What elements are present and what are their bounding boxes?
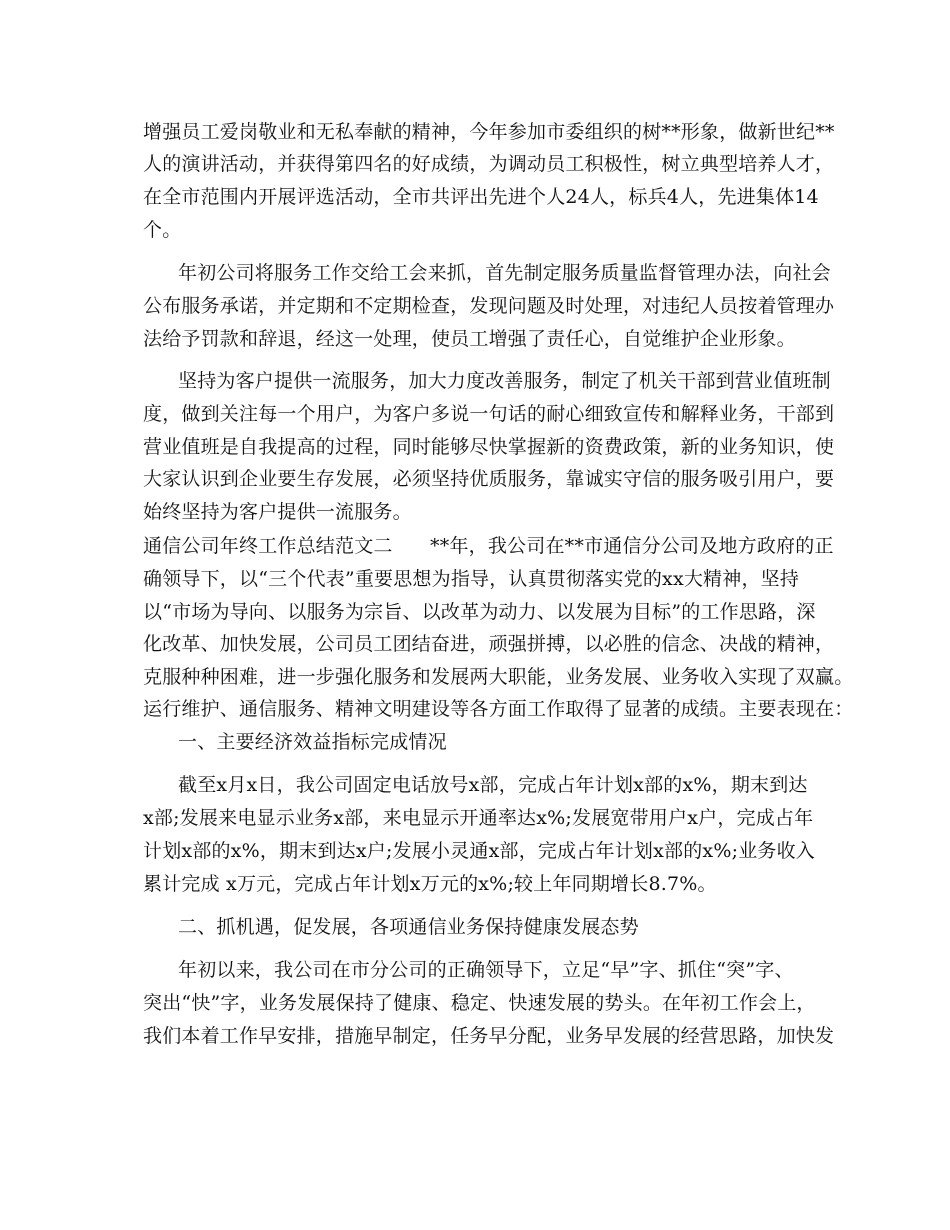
text-line: x部;发展来电显示业务x部，来电显示开通率达x%;发展宽带用户x户，完成占年 [143, 807, 814, 829]
text-line: 年初公司将服务工作交给工会来抓，首先制定服务质量监督管理办法，向社会 [178, 262, 831, 284]
text-line: 计划x部的x%，期末到达x户;发展小灵通x部，完成占年计划x部的x%;业务收入 [143, 840, 816, 862]
text-line: 我们本着工作早安排，措施早制定，任务早分配，业务早发展的经营思路，加快发 [143, 1025, 835, 1047]
text-line: 克服种种困难，进一步强化服务和发展两大职能，业务发展、业务收入实现了双赢。 [143, 666, 854, 688]
text-line: 化改革、加快发展，公司员工团结奋进，顽强拼搏，以必胜的信念、决战的精神， [143, 633, 835, 655]
text-line: 二、抓机遇，促发展，各项通信业务保持健康发展态势 [178, 916, 639, 938]
text-line: 年初以来，我公司在市分公司的正确领导下，立足“早”字、抓住“突”字、 [178, 959, 794, 981]
text-line: 以“市场为导向、以服务为宗旨、以改革为动力、以发展为目标”的工作思路，深 [143, 601, 816, 623]
text-line: 确领导下，以“三个代表”重要思想为指导，认真贯彻落实党的xx大精神，坚持 [143, 568, 800, 590]
text-line: 法给予罚款和辞退，经这一处理，使员工增强了责任心，自觉维护企业形象。 [143, 328, 796, 350]
text-line: 突出“快”字，业务发展保持了健康、稳定、快速发展的势头。在年初工作会上， [143, 992, 816, 1014]
text-line: 度，做到关注每一个用户，为客户多说一句话的耐心细致宣传和解释业务，干部到 [143, 403, 835, 425]
text-line: 运行维护、通信服务、精神文明建设等各方面工作取得了显著的成绩。主要表现在： [143, 698, 854, 720]
text-line: 通信公司年终工作总结范文二 **年，我公司在**市通信分公司及地方政府的正 [143, 535, 834, 557]
text-line: 坚持为客户提供一流服务，加大力度改善服务，制定了机关干部到营业值班制 [178, 370, 831, 392]
text-line: 大家认识到企业要生存发展，必须坚持优质服务，靠诚实守信的服务吸引用户，要 [143, 468, 835, 490]
text-line: 始终坚持为客户提供一流服务。 [143, 501, 412, 523]
text-line: 在全市范围内开展评选活动，全市共评出先进个人24人，标兵4人，先进集体14 [143, 186, 819, 208]
text-line: 增强员工爱岗敬业和无私奉献的精神，今年参加市委组织的树**形象，做新世纪** [143, 121, 835, 143]
text-line: 累计完成 x万元，完成占年计划x万元的x%;较上年同期增长8.7%。 [143, 873, 717, 895]
text-line: 人的演讲活动，并获得第四名的好成绩，为调动员工积极性，树立典型培养人才， [143, 153, 835, 175]
text-line: 截至x月x日，我公司固定电话放号x部，完成占年计划x部的x%，期末到达 [178, 774, 808, 796]
text-line: 个。 [143, 219, 182, 241]
text-line: 公布服务承诺，并定期和不定期检查，发现问题及时处理，对违纪人员按着管理办 [143, 295, 835, 317]
text-line: 营业值班是自我提高的过程，同时能够尽快掌握新的资费政策，新的业务知识，使 [143, 436, 835, 458]
text-line: 一、主要经济效益指标完成情况 [178, 731, 447, 753]
